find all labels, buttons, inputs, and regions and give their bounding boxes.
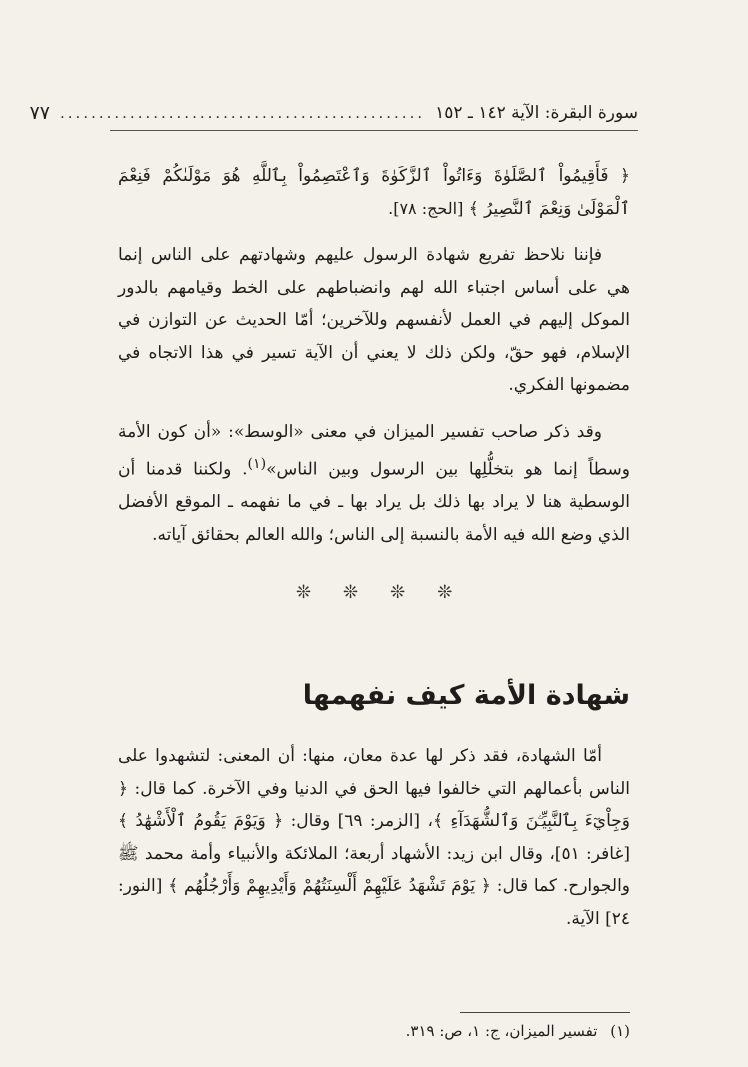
- main-text-section-1: [118, 160, 630, 551]
- paragraph-mizan: [118, 416, 630, 552]
- footnote: [118, 1022, 630, 1040]
- page-number: ٧٧: [29, 102, 51, 124]
- paragraph-balance: فإننا نلاحظ تفريع شهادة الرسول عليهم وشهادتهم على الناس إنما هي على أساس اجتباء الله لهم وانضباطهم على الخط وقيامهم بالدور الموكل إليهم في العمل لأنفسهم وللآخرين؛ أمّا الحديث عن التوازن في الإسلام، فهو حقّ، ولكن ذلك لا يعني أن الآية تسير في هذا الاتجاه في مضمونها الفكري.: [118, 245, 630, 395]
- witness-text-c: [غافر: ٥١]، وقال ابن زيد: الأشهاد أربعة؛ الملائكة والأنبياء وأمة محمد ﷺ والجوارح. كما قال:: [118, 843, 630, 896]
- quran-verse: ﴿ فَأَقِيمُواْ ٱلصَّلَوٰةَ وَءَاتُواْ ٱلزَّكَوٰةَ وَٱعْتَصِمُواْ بِٱللَّهِ هُوَ مَوْلَىٰكُمْ فَنِعْمَ ٱلْمَوْلَىٰ وَنِعْمَ ٱلنَّصِيرُ ﴾: [118, 166, 630, 219]
- main-text-section-2: [118, 740, 630, 935]
- quran-verse-ghafir: ﴿ وَيَوْمَ يَقُومُ ٱلْأَشْهَٰدُ ﴾: [118, 811, 284, 831]
- running-header-title: سورة البقرة: الآية ١٤٢ ـ ١٥٢: [435, 103, 638, 123]
- running-header: [29, 100, 638, 126]
- verse-reference: [الحج: ٧٨].: [388, 198, 464, 218]
- running-header-dots: ...............................................: [60, 104, 426, 122]
- header-rule: [110, 130, 638, 131]
- footnote-marker: (١): [247, 456, 267, 472]
- footnote-number: (١): [610, 1022, 630, 1040]
- witness-text-b: ، [الزمر: ٦٩] وقال:: [290, 811, 433, 831]
- paragraph-witness: [118, 740, 630, 935]
- quran-verse-zumar: ﴿ وَجِاْيٓءَ بِٱلنَّبِيِّـۧنَ وَٱلشُّهَدَآءِ ﴾: [118, 778, 630, 831]
- verse-paragraph: [118, 160, 630, 225]
- separator-star-icon: ❊: [342, 582, 358, 603]
- separator-star-icon: ❊: [295, 582, 311, 603]
- section-separator: [0, 582, 748, 603]
- separator-star-icon: ❊: [437, 582, 453, 603]
- footnote-rule: [460, 1012, 630, 1013]
- quran-verse-nur: ﴿ يَوْمَ تَشْهَدُ عَلَيْهِمْ أَلْسِنَتُهُمْ وَأَيْدِيهِمْ وَأَرْجُلُهُم ﴾: [168, 876, 491, 896]
- paragraph-mizan-text-a: وقد ذكر صاحب تفسير الميزان في معنى «الوسط»: «أن كون الأمة وسطاً إنما هو بتخلُّلِها بين الرسول وبين الناس»: [118, 421, 630, 480]
- paragraph-mizan-text-b: . ولكننا قدمنا أن الوسطية هنا لا يراد بها ذلك بل يراد بها ـ في ما نفهمه ـ الموقع الأفضل الذي وضع الله فيه الأمة بالنسبة إلى الناس؛ والله العالم بحقائق آياته.: [118, 459, 630, 545]
- witness-text-a: أمّا الشهادة، فقد ذكر لها عدة معان، منها: أن المعنى: لتشهدوا على الناس بأعمالهم التي خالفوا فيها الحق في الدنيا وفي الآخرة. كما قال:: [118, 746, 631, 799]
- witness-text-d: [النور: ٢٤] الآية.: [118, 876, 630, 929]
- footnote-text: تفسير الميزان، ج: ١، ص: ٣١٩.: [405, 1022, 598, 1040]
- section-heading: شهادة الأمة كيف نفهمها: [302, 680, 630, 711]
- separator-star-icon: ❊: [390, 582, 406, 603]
